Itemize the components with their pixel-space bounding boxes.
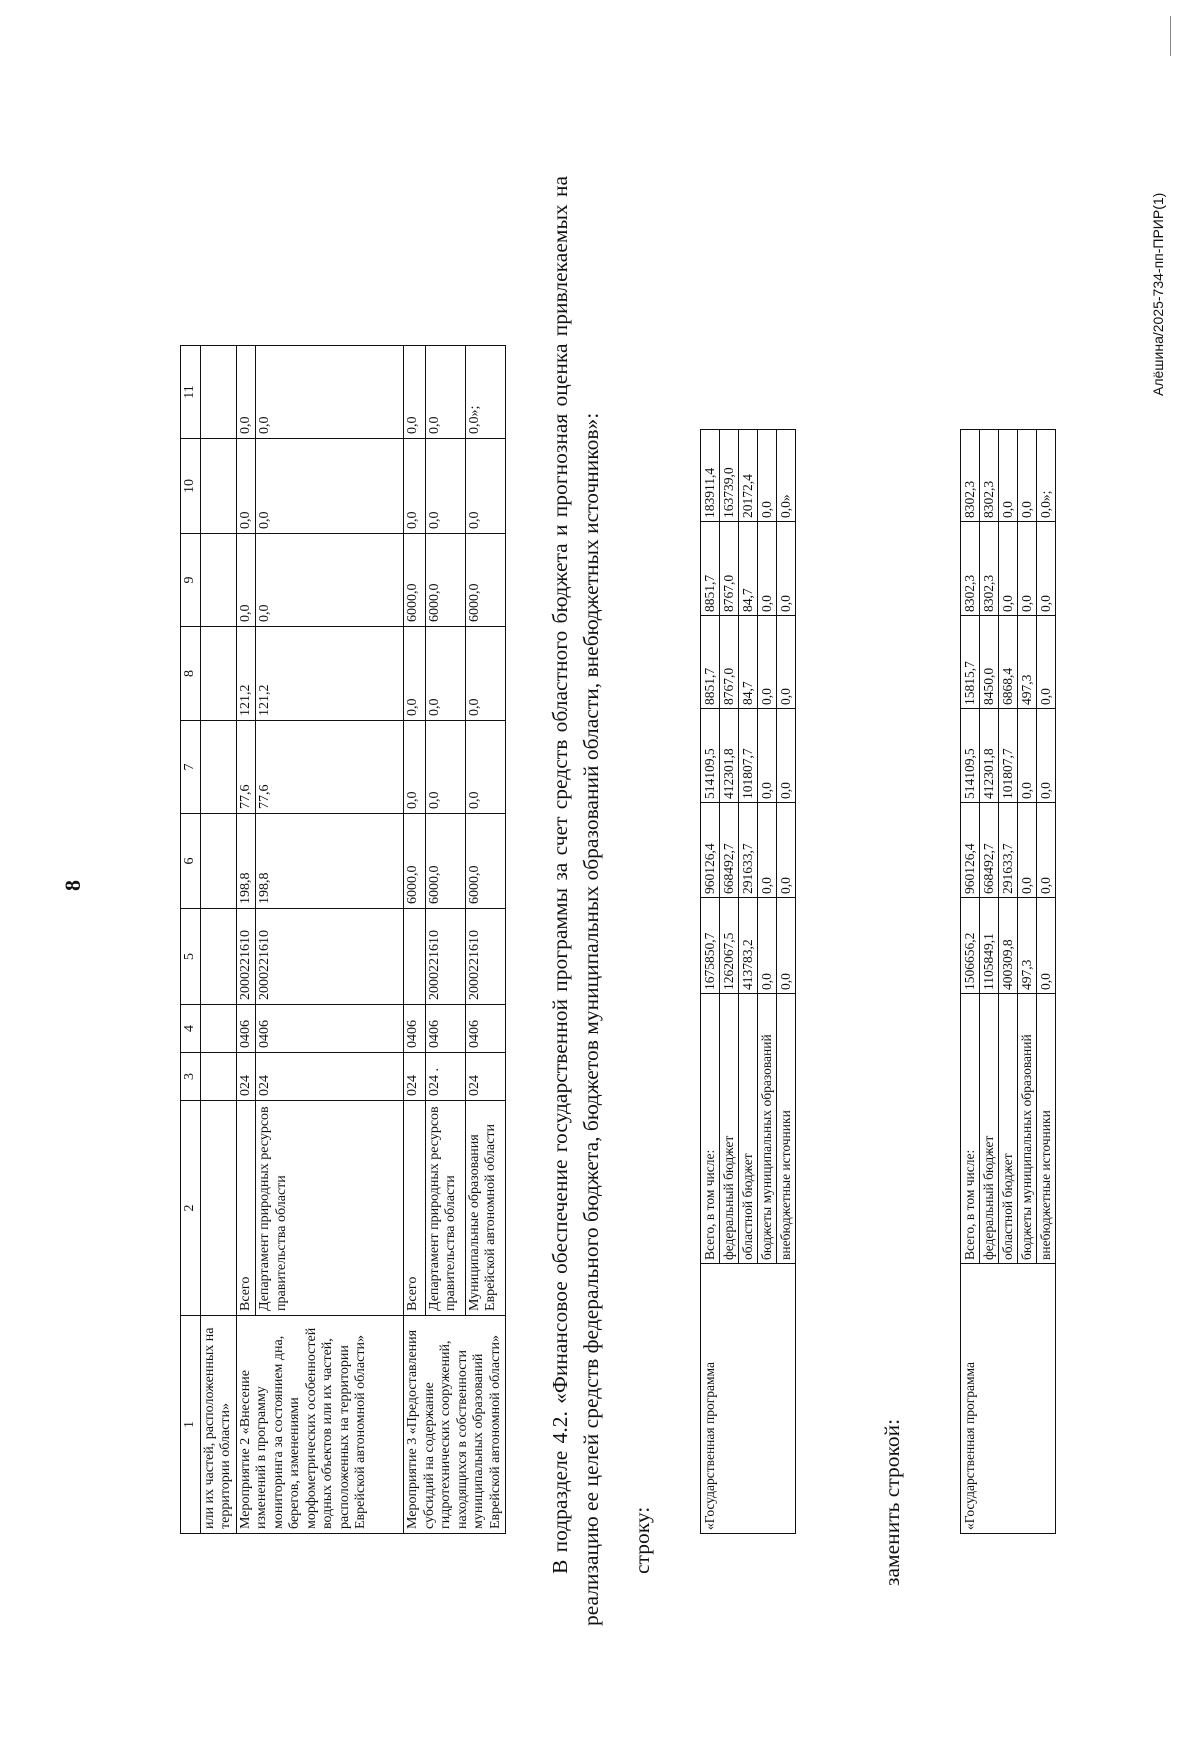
table-cell: 8851,7 [701,616,720,709]
table-cell: 101807,7 [999,709,1018,803]
table-row [200,346,236,1534]
table-cell: 0,0 [999,430,1018,522]
table-cell: 6000,0 [465,814,505,909]
table-row [404,346,426,1534]
table-cell: 0,0 [236,534,256,627]
table-cell: 8302,3 [961,522,980,616]
table-cell: 15815,7 [961,616,980,709]
table-cell [200,909,236,1005]
table-cell: 0,0 [777,616,796,709]
table-cell: 0,0 [758,616,777,709]
table-cell: 0406 [256,1005,404,1053]
table-cell [200,1053,236,1101]
table-cell: 0,0 [425,627,465,721]
table-cell: 6000,0 [425,534,465,627]
table-cell: 0,0»; [1037,430,1056,522]
table-cell: 0,0 [777,898,796,994]
table-cell: 0,0 [425,346,465,439]
table-cell: 024 [256,1053,404,1101]
table-cell: 0,0» [777,430,796,522]
table-cell: 024 [236,1053,256,1101]
table-cell: 8851,7 [701,522,720,616]
scan-edge-mark [1170,16,1171,56]
table-cell: 960126,4 [961,803,980,898]
footer-document-code: Алёшина/2025-734-пп-ПРИР(1) [1150,192,1166,396]
table-cell: 0,0 [236,439,256,534]
table-cell: 0,0 [465,439,505,534]
table-cell [200,627,236,721]
table-cell: 198,8 [256,814,404,909]
table-cell: Всего [236,1101,256,1316]
table-cell: 1105849,1 [980,898,999,994]
table-finance-old [700,429,796,1534]
table-cell: 198,8 [236,814,256,909]
table-cell: 0406 [465,1005,505,1053]
table-cell: 6000,0 [465,534,505,627]
label-stroku: строку: [630,1506,654,1574]
table-cell: 121,2 [256,627,404,721]
table-cell: 0,0 [777,522,796,616]
table-cell: 1506656,2 [961,898,980,994]
table-cell: 0406 [236,1005,256,1053]
table-cell: 291633,7 [999,803,1018,898]
subsection-paragraph [545,176,607,1626]
program-title-cell: «Государственная программа [701,1264,796,1534]
table-cell: 2000221610 [425,909,465,1005]
table-cell: 183911,4 [701,430,720,522]
table-cell: 0,0 [777,803,796,898]
table-cell: 0,0 [256,346,404,439]
table-cell: 8302,3 [980,522,999,616]
table-cell: 024 . [425,1053,465,1101]
table-cell: областной бюджет [999,994,1018,1264]
table-cell: 0,0 [465,721,505,814]
table-cell: 291633,7 [739,803,758,898]
table-cell [200,814,236,909]
header-cell: 8 [181,627,201,721]
table-cell: 413783,2 [739,898,758,994]
table-cell: 0406 [425,1005,465,1053]
table-cell: областной бюджет [739,994,758,1264]
table-cell: 0,0 [404,346,426,439]
table-cell: внебюджетные источники [777,994,796,1264]
table-cell [200,346,236,439]
header-cell: 10 [181,439,201,534]
table-cell: Всего [404,1101,426,1316]
table-cell: 0,0 [758,709,777,803]
table-cell: 400309,8 [999,898,1018,994]
table-cell: 0,0 [1018,803,1037,898]
table-cell: 6000,0 [404,534,426,627]
header-cell: 11 [181,346,201,439]
table-cell: федеральный бюджет [720,994,739,1264]
table-cell: 0,0 [404,439,426,534]
table-cell: 8302,3 [961,430,980,522]
table-cell: 0,0 [1037,898,1056,994]
table-cell: 0,0 [1018,709,1037,803]
table-cell: 84,7 [739,616,758,709]
table-row [236,346,256,1534]
table-cell: Всего, в том числе: [961,994,980,1264]
table-header-row [181,346,201,1534]
table-cell [200,439,236,534]
table-cell: 0,0»; [465,346,505,439]
table-cell: бюджеты муниципальных образований [1018,994,1037,1264]
table-cell: 0,0 [1018,430,1037,522]
program-title-cell: «Государственная программа [961,1264,1056,1534]
table-cell: Мероприятие 3 «Предоставления субсидий на содержание гидротехнических сооружений, находящихся в собственности муниципальных образований Еврейской автономной области» [404,1316,506,1534]
table-cell: 1262067,5 [720,898,739,994]
table-finance-new [960,429,1056,1534]
table-cell: 0,0 [236,346,256,439]
table-cell: 668492,7 [980,803,999,898]
table-cell: 20172,4 [739,430,758,522]
table-cell: 0,0 [425,721,465,814]
table-cell: 0,0 [1018,522,1037,616]
table-cell [404,909,426,1005]
table-cell: 0,0 [758,898,777,994]
table-cell: 101807,7 [739,709,758,803]
table-cell: 0,0 [758,803,777,898]
table-cell: 024 [465,1053,505,1101]
table-cell: 77,6 [236,721,256,814]
table-cell: 2000221610 [236,909,256,1005]
table-cell: Департамент природных ресурсов правительства области [425,1101,465,1316]
label-zamenit: заменить строкой: [880,1418,904,1586]
table-cell: 0,0 [465,627,505,721]
table-cell: 0,0 [425,439,465,534]
table-activities [180,345,506,1534]
page-number: 8 [60,880,85,891]
table-cell: 0,0 [999,522,1018,616]
header-cell: 1 [181,1316,201,1534]
table-cell: 412301,8 [720,709,739,803]
table-row [701,430,720,1534]
table-cell: 497,3 [1018,616,1037,709]
header-cell: 9 [181,534,201,627]
header-cell: 5 [181,909,201,1005]
table-cell: 0,0 [1037,522,1056,616]
table-cell: 514109,5 [961,709,980,803]
table-cell: 6000,0 [404,814,426,909]
header-cell: 4 [181,1005,201,1053]
table-cell: 514109,5 [701,709,720,803]
table-cell: бюджеты муниципальных образований [758,994,777,1264]
table-cell: 84,7 [739,522,758,616]
table-cell: 024 [404,1053,426,1101]
table-cell: 77,6 [256,721,404,814]
table-cell [200,534,236,627]
table-cell: 412301,8 [980,709,999,803]
table-cell: 163739,0 [720,430,739,522]
table-cell: Департамент природных ресурсов правительства области [256,1101,404,1316]
table-cell [200,1101,236,1316]
table-cell: 0,0 [1037,709,1056,803]
table-cell: 6868,4 [999,616,1018,709]
table-cell: 6000,0 [425,814,465,909]
table-cell: внебюджетные источники [1037,994,1056,1264]
table-cell: 0,0 [404,721,426,814]
table-cell: 8302,3 [980,430,999,522]
table-cell: 0,0 [777,709,796,803]
table-cell: Всего, в том числе: [701,994,720,1264]
table-cell: 960126,4 [701,803,720,898]
table-cell [200,721,236,814]
table-row [961,430,980,1534]
table-cell: 2000221610 [256,909,404,1005]
table-cell: федеральный бюджет [980,994,999,1264]
table-cell [200,1005,236,1053]
table-cell: 497,3 [1018,898,1037,994]
header-cell: 7 [181,721,201,814]
table-cell: 0,0 [256,439,404,534]
header-cell: 6 [181,814,201,909]
table-cell: 8450,0 [980,616,999,709]
table-cell: Муниципальные образования Еврейской автономной области [465,1101,505,1316]
table-cell: или их частей, расположенных на территории области» [200,1316,236,1534]
table-cell: 8767,0 [720,616,739,709]
table-cell: 8767,0 [720,522,739,616]
header-cell: 2 [181,1101,201,1316]
table-cell: 1675850,7 [701,898,720,994]
header-cell: 3 [181,1053,201,1101]
table-cell: Мероприятие 2 «Внесение изменений в программу мониторинга за состоянием дна, берегов, изменениями морфометрических особенностей водных объектов или их частей, расположенных на территории Еврейской автономной области» [236,1316,404,1534]
table-cell: 668492,7 [720,803,739,898]
table-cell: 0,0 [758,522,777,616]
table-cell: 0,0 [1037,616,1056,709]
table-cell: 0,0 [758,430,777,522]
table-cell: 0,0 [1037,803,1056,898]
table-cell: 2000221610 [465,909,505,1005]
paragraph-text: В подразделе 4.2. «Финансовое обеспечение государственной программы за счет средств областного бюджета и прогнозная оценка привлекаемых на реализацию ее целей средств федерального бюджета, бюджетов муниципальных образований области, внебюджетных источников»: [548,176,603,1626]
table-cell: 0,0 [256,534,404,627]
table-cell: 121,2 [236,627,256,721]
table-cell: 0,0 [404,627,426,721]
table-cell: 0406 [404,1005,426,1053]
